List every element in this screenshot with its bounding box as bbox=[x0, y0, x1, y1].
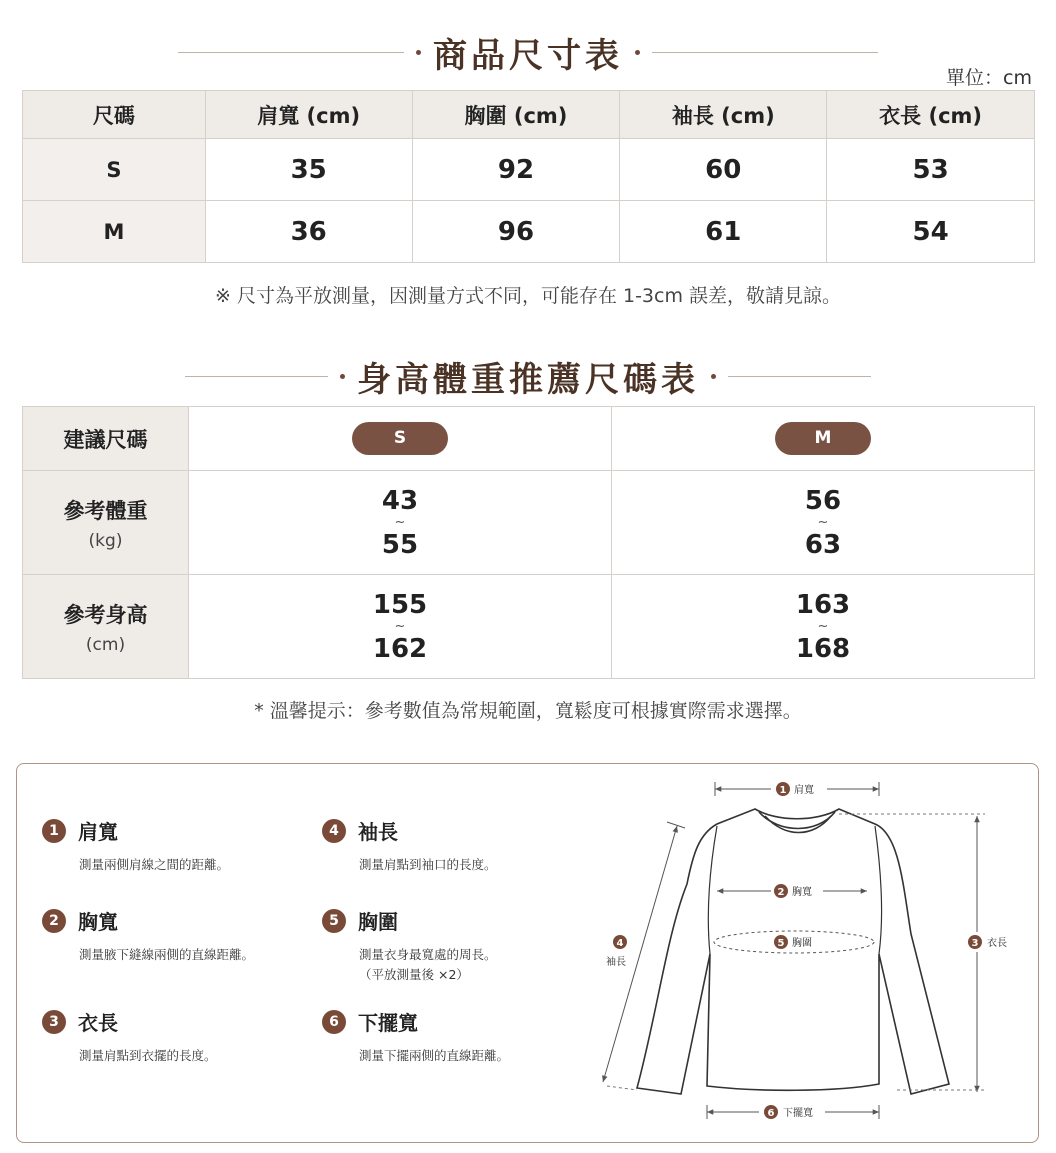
guide-item-desc: 測量下擺兩側的直線距離。 bbox=[359, 1048, 510, 1063]
guide-item-name: 袖長 bbox=[358, 820, 398, 844]
size-cell bbox=[189, 407, 612, 471]
weight-max: 63 bbox=[804, 529, 842, 560]
weight-row-label bbox=[23, 471, 189, 575]
guide-item-name: 胸圍 bbox=[358, 910, 398, 934]
number-badge: 3 bbox=[42, 1010, 66, 1034]
height-cell bbox=[189, 575, 612, 679]
weight-cell bbox=[612, 471, 1035, 575]
weight-min: 43 bbox=[381, 485, 419, 516]
weight-cell bbox=[189, 471, 612, 575]
row-size: M bbox=[23, 201, 206, 263]
height-max: 168 bbox=[795, 633, 851, 664]
sweater-diagram bbox=[17, 764, 1037, 1142]
recommend-note: * 溫馨提示：參考數值為常規範圍，寬鬆度可根據實際需求選擇。 bbox=[254, 700, 802, 722]
title-divider-left bbox=[178, 52, 404, 53]
weight-unit: (kg) bbox=[88, 530, 123, 551]
header-chest: 胸圍 (cm) bbox=[412, 91, 620, 139]
guide-item-desc: 測量肩點到衣擺的長度。 bbox=[79, 1048, 217, 1063]
height-cell bbox=[612, 575, 1035, 679]
range-tilde: ~ bbox=[817, 514, 829, 530]
height-row-label bbox=[23, 575, 189, 679]
guide-item-name: 胸寬 bbox=[78, 910, 118, 934]
table-row bbox=[23, 575, 1035, 679]
number-badge-label: 6 bbox=[767, 1108, 775, 1119]
title-divider-right bbox=[728, 376, 871, 377]
guide-item-desc: 測量兩側肩線之間的距離。 bbox=[79, 857, 230, 872]
number-badge-label: 1 bbox=[779, 785, 787, 796]
diagram-label-sleeve: 袖長 bbox=[606, 957, 626, 968]
number-badge: 6 bbox=[322, 1010, 346, 1034]
guide-item-name: 衣長 bbox=[78, 1011, 118, 1035]
size-table bbox=[22, 90, 1035, 263]
cell-value: 61 bbox=[620, 201, 827, 263]
number-badge: 5 bbox=[322, 909, 346, 933]
height-max: 162 bbox=[372, 633, 428, 664]
title-dot bbox=[711, 374, 716, 379]
guide-item-name: 下擺寬 bbox=[358, 1011, 418, 1035]
unit-label: 單位：cm bbox=[946, 67, 1032, 89]
header-sleeve: 袖長 (cm) bbox=[620, 91, 827, 139]
height-min: 155 bbox=[372, 589, 428, 620]
number-badge-label: 4 bbox=[616, 938, 624, 949]
title-divider-right bbox=[652, 52, 878, 53]
table-row bbox=[23, 139, 1035, 201]
cell-value: 53 bbox=[827, 139, 1035, 201]
height-label: 參考身高 bbox=[63, 602, 148, 627]
recommend-title: 身高體重推薦尺碼表 bbox=[357, 360, 699, 400]
number-badge: 4 bbox=[322, 819, 346, 843]
diagram-label-chest-width: 胸寬 bbox=[792, 887, 812, 898]
measurement-guide bbox=[16, 763, 1039, 1143]
header-length: 衣長 (cm) bbox=[827, 91, 1035, 139]
number-badge-label: 5 bbox=[777, 938, 785, 949]
diagram-label-shoulder: 肩寬 bbox=[794, 785, 814, 796]
range-tilde: ~ bbox=[394, 618, 406, 634]
cell-value: 60 bbox=[620, 139, 827, 201]
cell-value: 96 bbox=[412, 201, 620, 263]
row-size: S bbox=[23, 139, 206, 201]
table-row bbox=[23, 471, 1035, 575]
size-badge: S bbox=[352, 422, 448, 455]
size-table-note: ※ 尺寸為平放測量，因測量方式不同，可能存在 1-3cm 誤差，敬請見諒。 bbox=[214, 285, 842, 307]
range-tilde: ~ bbox=[817, 618, 829, 634]
size-table-title-row bbox=[0, 28, 1056, 77]
height-unit: (cm) bbox=[85, 634, 126, 655]
title-dot bbox=[340, 374, 345, 379]
header-shoulder: 肩寬 (cm) bbox=[205, 91, 412, 139]
size-table-title: 商品尺寸表 bbox=[433, 36, 623, 76]
number-badge: 2 bbox=[42, 909, 66, 933]
table-row bbox=[23, 201, 1035, 263]
size-cell bbox=[612, 407, 1035, 471]
diagram-label-length: 衣長 bbox=[987, 938, 1007, 949]
guide-item-name: 肩寬 bbox=[78, 820, 118, 844]
number-badge: 1 bbox=[42, 819, 66, 843]
height-min: 163 bbox=[795, 589, 851, 620]
cell-value: 54 bbox=[827, 201, 1035, 263]
cell-value: 92 bbox=[412, 139, 620, 201]
number-badge-label: 3 bbox=[971, 938, 979, 949]
size-row-label: 建議尺碼 bbox=[23, 407, 189, 471]
recommend-title-row bbox=[0, 352, 1056, 401]
size-table-header-row bbox=[23, 91, 1035, 139]
cell-value: 36 bbox=[205, 201, 412, 263]
guide-item-desc: 測量腋下縫線兩側的直線距離。 bbox=[79, 947, 255, 962]
cell-value: 35 bbox=[205, 139, 412, 201]
diagram-label-hem: 下擺寬 bbox=[783, 1108, 813, 1119]
guide-item-desc: 測量衣身最寬處的周長。 bbox=[359, 947, 497, 962]
guide-item-desc: 測量肩點到袖口的長度。 bbox=[359, 857, 497, 872]
sweater-outline bbox=[637, 809, 949, 1094]
size-badge: M bbox=[775, 422, 871, 455]
weight-min: 56 bbox=[804, 485, 842, 516]
range-tilde: ~ bbox=[394, 514, 406, 530]
recommend-table bbox=[22, 406, 1035, 679]
title-divider-left bbox=[185, 376, 328, 377]
title-dot bbox=[416, 50, 421, 55]
guide-item-desc-extra: （平放測量後 ×2） bbox=[359, 967, 469, 982]
title-dot bbox=[635, 50, 640, 55]
weight-label: 參考體重 bbox=[63, 498, 148, 523]
diagram-label-chest: 胸圍 bbox=[792, 938, 812, 949]
header-size: 尺碼 bbox=[23, 91, 206, 139]
table-row bbox=[23, 407, 1035, 471]
number-badge-label: 2 bbox=[777, 887, 785, 898]
weight-max: 55 bbox=[381, 529, 419, 560]
